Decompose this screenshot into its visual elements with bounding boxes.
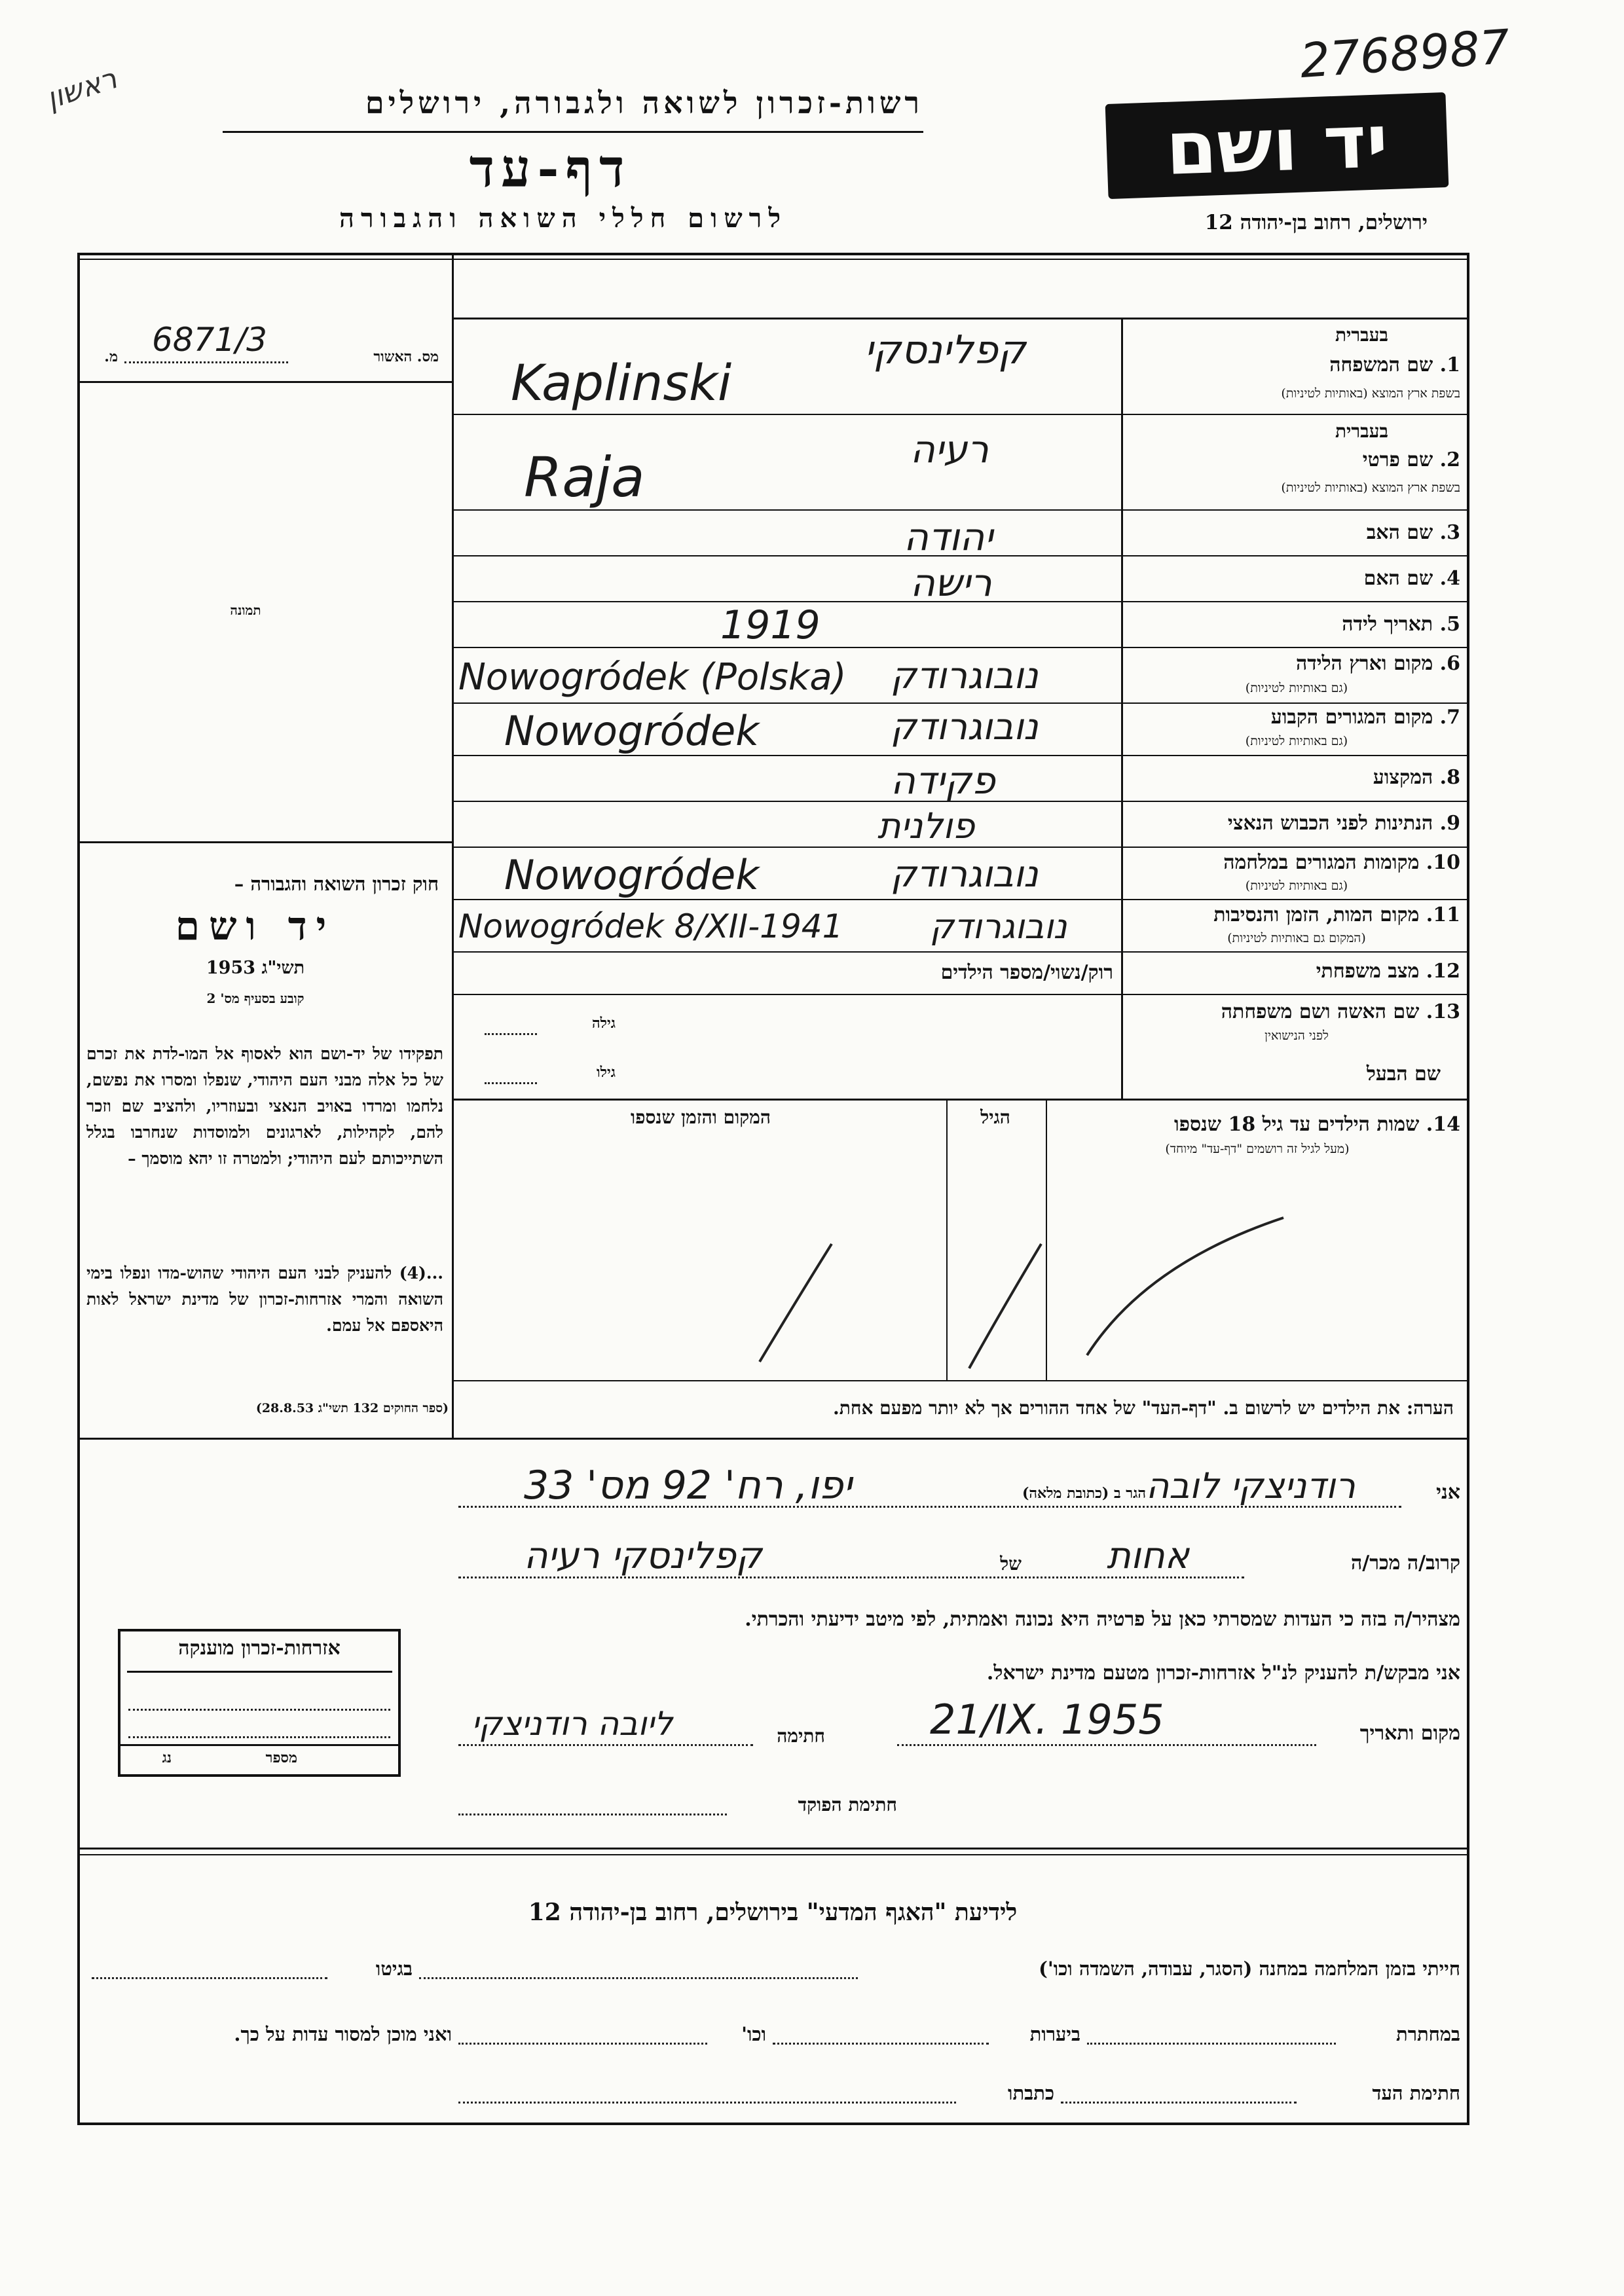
label-birth-place: 6. מקום וארץ הלידה [1295,652,1460,675]
footer-witness-signature-line [1061,2102,1297,2104]
row-10-border [452,899,1469,900]
age-male-line [485,1082,537,1084]
footer-top-border [77,1848,1469,1850]
footer-underground-line [1087,2043,1336,2045]
row-9-border [452,847,1469,848]
memorial-citizenship-box [118,1629,401,1777]
value-first-name-latin: Raja [524,445,645,509]
footer-ghetto-line [92,1977,327,1979]
frame-inner-top [77,259,1469,260]
footer-forests: ביערות [1029,2023,1080,2045]
value-deceased-name: קפלינסקי רעיה [524,1535,762,1577]
children-bottom-border [452,1380,1469,1381]
signature-line [458,1744,753,1746]
row-1-border [452,414,1469,415]
label-wife-name-sub: לפני הנישואין [1264,1029,1329,1043]
row-5-border [452,647,1469,648]
footer-ghetto: בגיטו [375,1958,413,1980]
value-birth-place-hebrew: נובוגרודק [891,655,1039,697]
footer-label-witness-signature: חתימת העד [1372,2082,1460,2104]
yad-vashem-logo [1105,92,1449,199]
declaration-request: אני מבקש/ת להעניק לנ"ל אזרחות-זכרון מטעם מדינת ישראל. [986,1662,1460,1685]
top-blank-row-border [452,318,1469,319]
label-place-date: מקום ותאריך [1359,1722,1460,1745]
row-11-border [452,951,1469,953]
label-permanent-residence: 7. מקום המגורים הקבוע [1270,706,1460,729]
label-official-signature: חתימת הפוקד [798,1794,897,1815]
photo-box-bottom [77,841,452,843]
approval-number-label: מס. האשור [373,348,439,365]
cert-line-2 [128,1736,390,1738]
label-of: של [1000,1553,1022,1575]
law-text-clause: ...(4) להעניק לבני העם היהודי שהוש-מדו ונפלו בימי השואה והמרי אזרחות-זכרון של מדינת ישראל לאות היאספם אל עמם. [86,1264,443,1335]
authority-underline [223,131,923,133]
value-birth-place-latin: Nowogródek (Polska) [458,656,847,699]
label-age-female: גילה [592,1015,616,1032]
value-relation: אחות [1107,1535,1190,1577]
value-date: 21/IX. 1955 [930,1696,1164,1743]
label-relation: קרוב/ה מכר/ה [1351,1552,1460,1575]
label-in-hebrew-2: בעברית [1335,420,1388,442]
row-12-border [452,994,1469,995]
value-birth-date: 1919 [720,602,821,648]
law-year: תשי"ג 1953 [206,958,305,978]
label-marital-status: 12. מצב משפחתי [1316,960,1460,983]
authority-name: רשות-זכרון לשואה ולגבורה, ירושלים [365,85,923,120]
footer-etc: וכו' [741,2023,766,2045]
footer-testimony-ready: ואני מוכן למסור עדות על כך. [234,2023,452,2045]
logo-text: יד ושם [1164,99,1390,192]
label-family-name: 1. שם המשפחה [1329,354,1460,376]
memorial-citizenship-title: אזרחות-זכרון מוענקה [178,1637,341,1660]
label-children-sub: (מעל לגיל זה רושמים "דף-עד" מיוחד) [1165,1142,1350,1156]
photo-label: תמונה [230,602,261,618]
label-wartime-residence: 10. מקומות המגורים במלחמה [1223,851,1460,874]
row-14-top-border [452,1099,1469,1101]
label-i: אני [1436,1481,1460,1504]
cert-number-label: מספר [265,1749,297,1766]
form-title: דף-עד [469,137,631,199]
form-subtitle: לרשום חללי השואה והגבורה [339,203,788,234]
label-first-name-sub: בשפת ארץ המוצא (באותיות לטיניות) [1281,481,1460,495]
footer-title: לידיעת "האגף המדעי" בירושלים, רחוב בן-יהודה 12 [528,1899,1018,1926]
relation-line [458,1576,1244,1578]
approval-number-line [124,361,288,363]
cert-line-1 [128,1709,390,1711]
institution-address: ירושלים, רחוב בן-יהודה 12 [1204,211,1428,234]
value-permanent-residence-latin: Nowogródek [504,707,760,755]
value-wartime-residence-latin: Nowogródek [504,851,760,899]
label-death-details: 11. מקום המות, הזמן והנסיבות [1213,903,1460,926]
value-death-place-hebrew: נובוגרודק [930,907,1067,947]
footer-address-label: כתבתו [1008,2082,1054,2104]
margin-handwritten-note: ראשון [42,62,121,116]
value-wartime-residence-hebrew: נובוגרודק [891,853,1039,896]
label-age-male: גילו [597,1064,616,1081]
law-reference: (ספר החוקים 132 תשי"ג 28.8.53) [255,1401,449,1415]
side-column-border [452,253,454,1439]
label-children: 14. שמות הילדים עד גיל 18 שנספו [1173,1113,1460,1136]
label-first-name: 2. שם פרטי [1362,448,1460,471]
note-children: הערה: את הילדים יש לרשום ב. "דף-העד" של אחד ההורים אך לא יותר מפעם אחת. [833,1397,1454,1419]
value-permanent-residence-hebrew: נובוגרודק [891,706,1039,748]
row-2-border [452,509,1469,511]
value-father-name: יהודה [904,515,993,559]
law-name: יד ושם [175,903,336,949]
footer-camp-line [419,1977,858,1979]
label-in-hebrew-1: בעברית [1335,324,1388,346]
approval-row-bottom [77,381,452,383]
value-witness-address: יפו, רח' 92 מס' 33 [524,1463,853,1508]
value-family-name-hebrew: קפלינסקי [864,327,1026,373]
footer-label-camp: חייתי בזמן המלחמה במחנה (הסגר, עבודה, השמדה וכו') [1039,1958,1460,1980]
note-bottom-border [77,1438,1469,1440]
law-text-purpose: תפקידו של יד-ושם הוא לאסוף אל המו-לדת את זכרם של כל אלה מבני העם היהודי, שנפלו ומסרו את נפשם, נלחמו ומרדו באויב הנאצי ובעוזריו, ולהציב שם וזכר להם, לקהילות, לארגונים ולמוסדות שנחרבו בגלל השתייכותם לעם היהודי; ולמטרה זו יהא מוסמך – [86,1044,443,1168]
top-handwritten-number: 2768987 [1298,18,1512,89]
label-birth-place-sub: (גם באותיות לטיניות) [1245,681,1348,695]
label-mother-name: 4. שם האם [1363,567,1460,590]
label-husband-name: שם הבעל [1366,1063,1441,1085]
label-wife-name: 13. שם האשה ושם משפחתה [1221,1000,1460,1023]
place-date-line [897,1744,1316,1746]
children-col-age: הגיל [980,1106,1010,1128]
label-birth-date: 5. תאריך לידה [1342,613,1460,636]
address-line [458,1506,1401,1508]
label-resides-at: הגר ב (כתובת מלאה) [1022,1485,1146,1502]
value-signature: ליובה רודניצקי [471,1705,673,1743]
label-wartime-residence-sub: (גם באותיות לטיניות) [1245,879,1348,893]
footer-forests-line [773,2043,989,2045]
law-section: קובע בסעיף מס' 2 [206,991,304,1006]
value-death-place-time-latin: Nowogródek 8/XII-1941 [458,907,843,945]
value-witness-name: רודניצקי לובה [1146,1465,1356,1506]
value-first-name-hebrew: רעיה [910,427,989,471]
label-father-name: 3. שם האב [1366,521,1460,544]
declaration-statement: מצהיר/ה בזה כי העדות שמסרתי כאן על פרטיה היא נכונה ואמתית, לפי מיטב ידיעתי והכרתי. [745,1608,1460,1631]
label-family-name-sub: בשפת ארץ המוצא (באותיות לטיניות) [1281,386,1460,401]
footer-address-line [458,2102,956,2104]
official-signature-line [458,1813,727,1815]
footer-label-underground: במחתרת [1396,2023,1460,2045]
law-title: חוק זכרון השואה והגבורה – [234,873,439,895]
label-signature: חתימה [777,1725,825,1747]
label-occupation: 8. המקצוע [1373,766,1460,789]
row-7-border [452,755,1469,756]
label-death-details-sub: (המקום גם באותיות לטיניות) [1227,931,1366,945]
value-nationality: פולנית [877,805,975,847]
footer-etc-line [458,2043,707,2045]
approval-number-value: 6871/3 [152,321,267,359]
label-permanent-residence-sub: (גם באותיות לטיניות) [1245,734,1348,748]
labels-column-border [1121,318,1123,1099]
age-female-line [485,1033,537,1035]
approval-suffix: מ. [104,348,118,365]
row-6-border [452,702,1469,704]
label-nationality: 9. הנתינות לפני הכבוש הנאצי [1227,812,1460,835]
footer-top-border-2 [77,1854,1469,1855]
value-occupation: פקידה [891,758,995,803]
value-mother-name: רישה [910,560,992,605]
cert-number-suffix: נג [162,1749,172,1766]
value-family-name-latin: Kaplinski [511,354,732,412]
children-col-place-time: המקום והזמן שנספו [631,1106,771,1128]
marital-status-options: רוק/נשוי/מספר הילדים [940,961,1113,984]
children-strike-through [720,1205,1310,1388]
